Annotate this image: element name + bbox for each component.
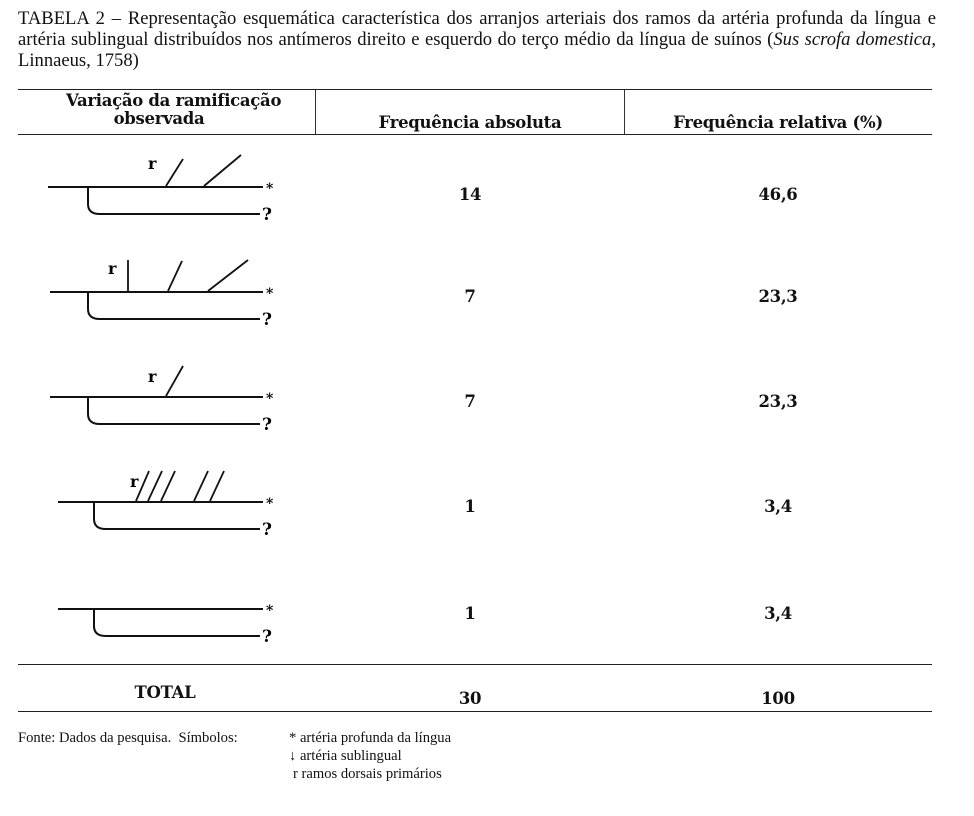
cell-absolute: 1: [464, 497, 476, 516]
branching-diagram: [48, 362, 288, 472]
cell-relative: 23,3: [758, 287, 798, 306]
sublingual-artery-line: [94, 502, 260, 529]
footer-legend: [289, 729, 451, 783]
deep-artery-symbol: *: [266, 181, 274, 197]
footer-source-text: Fonte: Dados da pesquisa.: [18, 730, 172, 746]
dorsal-branch-line: [208, 260, 248, 291]
table-bottom-rule: [18, 711, 932, 712]
deep-artery-symbol: *: [266, 603, 274, 619]
header-variation: [20, 92, 310, 128]
table-caption: [18, 8, 936, 71]
deep-artery-symbol: *: [266, 496, 274, 512]
diagram-svg: [48, 574, 288, 684]
caption-text: TABELA 2 – Representação esquemática característica dos arranjos arteriais dos ramos da artéria profunda da língua e artéria sublingual distribuídos nos antímeros direito e esquerdo do terço médio da língua de suínos (: [18, 8, 936, 50]
dorsal-branch-line: [161, 471, 175, 501]
branching-diagram: [48, 467, 288, 577]
branching-diagram: [48, 574, 288, 684]
diagram-svg: [48, 257, 288, 367]
cell-relative: 3,4: [764, 604, 792, 623]
table-top-rule: [18, 89, 932, 90]
cell-absolute: 7: [464, 287, 476, 306]
sublingual-artery-line: [88, 292, 260, 319]
footer-source: [18, 729, 238, 747]
sublingual-symbol: ?: [262, 310, 272, 330]
footer-symbols-label: Símbolos:: [178, 730, 238, 746]
dorsal-branch-line: [168, 261, 182, 291]
sublingual-symbol: ?: [262, 415, 272, 435]
cell-relative: 23,3: [758, 392, 798, 411]
total-absolute: 30: [458, 689, 482, 708]
diagram-svg: [48, 467, 288, 577]
header-relative: Frequência relativa (%): [673, 113, 883, 132]
total-relative: 100: [761, 689, 795, 708]
dorsal-branch-line: [204, 155, 241, 186]
sublingual-symbol: ?: [262, 205, 272, 225]
total-label: TOTAL: [134, 683, 196, 702]
cell-absolute: 1: [464, 604, 476, 623]
cell-absolute: 14: [458, 185, 482, 204]
branch-label: r: [130, 472, 139, 491]
sublingual-symbol: ?: [262, 520, 272, 540]
dorsal-branch-line: [210, 471, 224, 501]
header-variation-line2: observada: [113, 109, 205, 128]
header-bottom-rule: [18, 134, 932, 135]
diagram-svg: [48, 152, 288, 262]
caption-species: Sus scrofa domestica: [773, 29, 932, 50]
sublingual-symbol: ?: [262, 627, 272, 647]
diagram-svg: [48, 362, 288, 472]
dorsal-branch-line: [166, 159, 183, 186]
deep-artery-symbol: *: [266, 391, 274, 407]
sublingual-artery-line: [88, 187, 260, 214]
branch-label: r: [148, 154, 157, 173]
legend-item-deep: * artéria profunda da língua: [289, 730, 452, 746]
dorsal-branch-line: [148, 471, 162, 501]
branching-diagram: [48, 257, 288, 367]
branching-diagram: [48, 152, 288, 262]
legend-item-sublingual: ↓ artéria sublingual: [289, 748, 402, 764]
sublingual-artery-line: [94, 609, 260, 636]
cell-relative: 3,4: [764, 497, 792, 516]
dorsal-branch-line: [166, 366, 183, 396]
dorsal-branch-line: [194, 471, 208, 501]
header-variation-line1: Variação da ramificação: [66, 91, 282, 110]
branch-label: r: [148, 367, 157, 386]
cell-absolute: 7: [464, 392, 476, 411]
cell-relative: 46,6: [758, 185, 798, 204]
caption-suffix: , Linnaeus, 1758): [18, 29, 936, 71]
sublingual-artery-line: [88, 397, 260, 424]
legend-item-branches: r ramos dorsais primários: [293, 766, 442, 782]
deep-artery-symbol: *: [266, 286, 274, 302]
branch-label: r: [108, 259, 117, 278]
header-absolute: Frequência absoluta: [378, 113, 562, 132]
